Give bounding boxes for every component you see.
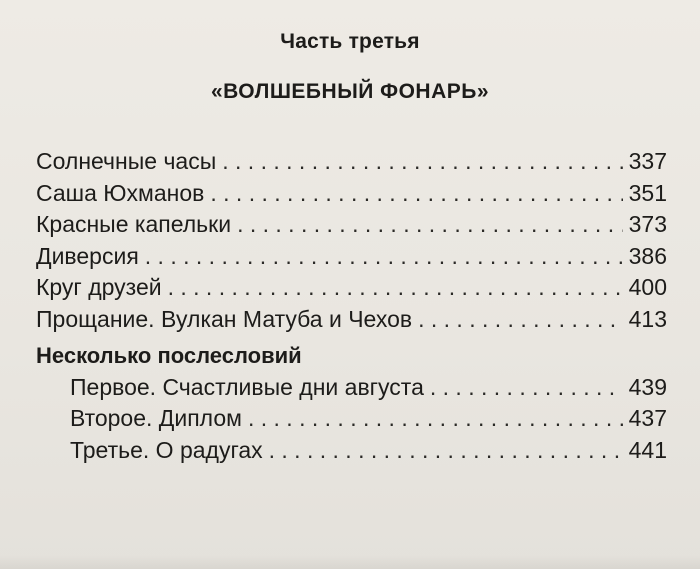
toc-entry-page: 413 xyxy=(628,305,667,332)
toc-entry-page: 400 xyxy=(628,274,667,301)
toc-entry-title: Второе. Диплом xyxy=(70,405,242,432)
toc-entry-title: Прощание. Вулкан Матуба и Чехов xyxy=(36,305,413,332)
table-of-contents xyxy=(36,146,667,466)
toc-entry xyxy=(36,304,667,336)
toc-entry xyxy=(36,241,667,273)
part-title: Часть третья xyxy=(280,30,420,53)
dot-leader xyxy=(168,272,623,304)
toc-entry-page: 437 xyxy=(628,405,667,432)
toc-entry-title: Первое. Счастливые дни августа xyxy=(70,373,424,400)
toc-subentry xyxy=(36,435,667,467)
toc-entry xyxy=(36,272,667,304)
toc-entry xyxy=(36,209,667,241)
toc-entry-page: 386 xyxy=(628,242,667,269)
toc-entry-title: Саша Юхманов xyxy=(36,179,205,206)
toc-entry xyxy=(36,178,667,210)
toc-entry-title: Солнечные часы xyxy=(36,148,217,174)
toc-entry-title: Третье. О радугах xyxy=(70,436,263,463)
toc-subentry xyxy=(36,372,667,404)
toc-entry-title: Круг друзей xyxy=(36,274,162,301)
page-shadow xyxy=(0,555,700,569)
dot-leader xyxy=(418,304,623,336)
toc-entry-page: 351 xyxy=(628,179,667,206)
toc-entry-page: 373 xyxy=(628,211,667,238)
toc-entry-page: 337 xyxy=(628,148,667,174)
dot-leader xyxy=(248,403,623,435)
dot-leader xyxy=(430,372,623,404)
dot-leader xyxy=(222,146,622,178)
section-title: «ВОЛШЕБНЫЙ ФОНАРЬ» xyxy=(210,80,490,103)
toc-entry-page: 439 xyxy=(628,373,667,400)
dot-leader xyxy=(210,178,622,210)
toc-subentry xyxy=(36,403,667,435)
dot-leader xyxy=(237,209,623,241)
toc-entry-page: 441 xyxy=(628,436,667,463)
toc-entry-title: Красные капельки xyxy=(36,211,232,238)
dot-leader xyxy=(269,435,623,467)
dot-leader xyxy=(145,241,623,273)
toc-entry-title: Диверсия xyxy=(36,242,139,269)
afterwords-heading: Несколько послесловий xyxy=(36,342,302,368)
toc-entry xyxy=(36,146,667,178)
